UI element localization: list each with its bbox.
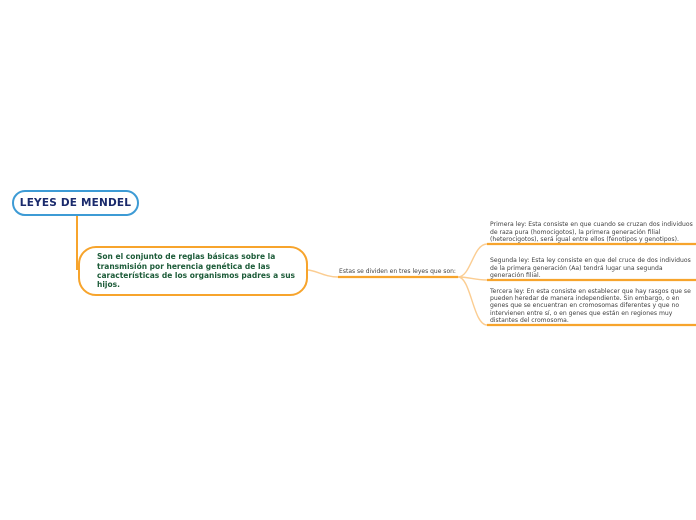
root-node-leyes-de-mendel[interactable] <box>12 190 139 216</box>
law-node-primera-ley[interactable] <box>490 221 696 243</box>
concept-node-definition[interactable] <box>78 246 308 296</box>
law-node-tercera-ley[interactable] <box>490 288 696 324</box>
root-node-label: LEYES DE MENDEL <box>19 197 132 209</box>
law-node-segunda-ley-text: Segunda ley: Esta ley consiste en que del cruce de dos individuos de la primera generación (Aa) tendrá lugar una segunda generación filial. <box>490 257 691 279</box>
edge-divider-to-law-2 <box>458 277 487 280</box>
divider-node-text: Estas se dividen en tres leyes que son: <box>339 268 456 275</box>
law-node-primera-ley-text: Primera ley: Esta consiste en que cuando se cruzan dos individuos de raza pura (homocigotos), la primera generación filial (heterocigotos), será igual entre ellos (fenotipos y genotipos). <box>490 221 693 243</box>
edge-divider-to-law-3 <box>458 277 487 325</box>
concept-node-text: Son el conjunto de reglas básicas sobre la transmisión por herencia genética de las características de los organismos padres a sus hijos. <box>97 252 296 290</box>
law-node-segunda-ley[interactable] <box>490 257 696 279</box>
divider-node-tres-leyes[interactable] <box>330 268 465 275</box>
law-node-tercera-ley-text: Tercera ley: En esta consiste en establecer que hay rasgos que se pueden heredar de manera independiente. Sin embargo, o en genes que se encuentran en cromosomas diferentes y que no intervienen entre sí, o en genes que están en regiones muy distantes del cromosoma. <box>490 287 691 324</box>
